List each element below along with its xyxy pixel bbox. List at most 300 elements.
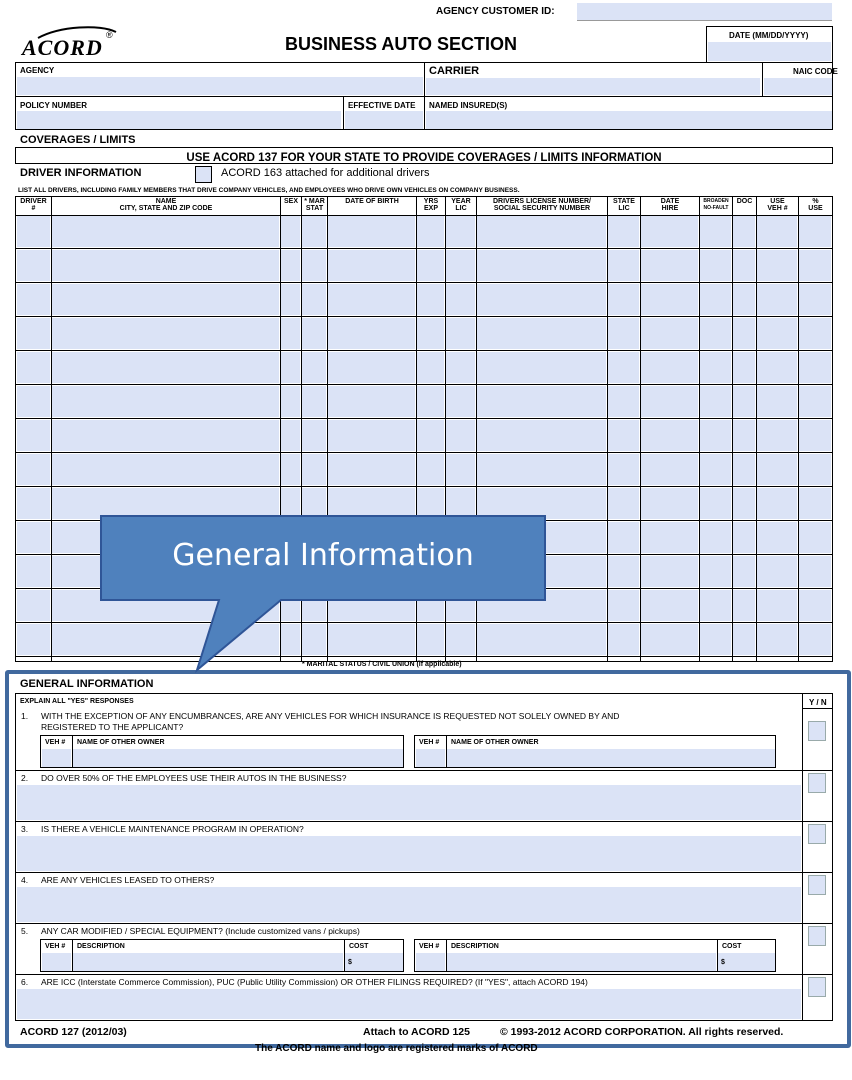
driver-row xyxy=(16,351,832,385)
question-5-text: ANY CAR MODIFIED / SPECIAL EQUIPMENT? (Include customized vans / pickups) xyxy=(41,926,360,936)
driver-col-header-line2: DOC xyxy=(736,198,753,205)
driver-cell[interactable] xyxy=(799,488,831,519)
carrier-field[interactable] xyxy=(426,78,760,95)
q2-divider xyxy=(16,821,832,822)
q1-veh-field-right[interactable] xyxy=(416,749,445,767)
driver-cell[interactable] xyxy=(700,250,731,281)
q5-desc-label-right: DESCRIPTION xyxy=(451,943,499,950)
driver-cell[interactable] xyxy=(700,318,731,349)
driver-col-divider xyxy=(51,215,52,661)
naic-field[interactable] xyxy=(764,78,832,95)
general-info-title: GENERAL INFORMATION xyxy=(20,678,154,690)
driver-cell[interactable] xyxy=(52,250,279,281)
question-5-number: 5. xyxy=(21,926,29,936)
driver-col-header-3 xyxy=(280,197,301,215)
agency-label: AGENCY xyxy=(20,66,55,75)
driver-col-header-line2: SOCIAL SECURITY NUMBER xyxy=(493,205,591,212)
driver-cell[interactable] xyxy=(608,216,639,247)
driver-cell[interactable] xyxy=(52,216,279,247)
driver-col-header-11 xyxy=(699,197,732,215)
driver-cell[interactable] xyxy=(608,522,639,553)
driver-cell[interactable] xyxy=(641,352,698,383)
page-title: BUSINESS AUTO SECTION xyxy=(285,34,518,54)
driver-cell[interactable] xyxy=(700,284,731,315)
q1-yn-field[interactable] xyxy=(808,721,826,741)
q3-divider xyxy=(16,872,832,873)
driver-cell[interactable] xyxy=(608,488,639,519)
driver-cell[interactable] xyxy=(417,216,444,247)
driver-col-header-line1: * MAR xyxy=(304,198,325,205)
driver-cell[interactable] xyxy=(446,250,475,281)
driver-col-header-6 xyxy=(416,197,445,215)
driver-col-header-4 xyxy=(301,197,327,215)
q5-cost-field-left[interactable] xyxy=(345,953,403,971)
driver-cell[interactable] xyxy=(733,454,755,485)
q5-divider xyxy=(16,974,832,975)
driver-col-header-line1: % xyxy=(812,198,819,205)
effective-date-label: EFFECTIVE DATE xyxy=(348,101,416,110)
driver-cell[interactable] xyxy=(477,284,606,315)
driver-col-divider xyxy=(607,215,608,661)
driver-cell[interactable] xyxy=(17,488,50,519)
driver-row xyxy=(16,385,832,419)
policy-number-label: POLICY NUMBER xyxy=(20,101,87,110)
driver-cell[interactable] xyxy=(302,250,326,281)
yn-header-line xyxy=(802,708,832,709)
driver-cell[interactable] xyxy=(799,352,831,383)
driver-cell[interactable] xyxy=(733,216,755,247)
agency-customer-id-field[interactable] xyxy=(577,3,832,21)
driver-attached-checkbox[interactable] xyxy=(195,166,212,183)
driver-cell[interactable] xyxy=(446,386,475,417)
driver-cell[interactable] xyxy=(799,318,831,349)
named-insured-label: NAMED INSURED(S) xyxy=(429,101,508,110)
driver-cell[interactable] xyxy=(733,318,755,349)
question-1-text-line2: REGISTERED TO THE APPLICANT? xyxy=(41,722,184,732)
q3-explain-field[interactable] xyxy=(17,836,801,871)
yn-column-divider xyxy=(802,694,803,1020)
driver-cell[interactable] xyxy=(757,522,797,553)
driver-cell[interactable] xyxy=(328,420,415,451)
acord-logo-text: ACORD xyxy=(22,35,103,60)
driver-row xyxy=(16,317,832,351)
driver-col-header-13 xyxy=(756,197,798,215)
driver-cell[interactable] xyxy=(757,556,797,587)
driver-cell[interactable] xyxy=(417,420,444,451)
callout-bubble xyxy=(95,510,555,680)
question-6-number: 6. xyxy=(21,977,29,987)
driver-col-header-line2: NO-FAULT xyxy=(703,205,729,211)
driver-cell[interactable] xyxy=(700,216,731,247)
driver-cell[interactable] xyxy=(477,420,606,451)
driver-cell[interactable] xyxy=(281,454,300,485)
driver-cell[interactable] xyxy=(641,386,698,417)
driver-cell[interactable] xyxy=(52,352,279,383)
driver-cell[interactable] xyxy=(608,318,639,349)
driver-cell[interactable] xyxy=(328,318,415,349)
driver-col-header-line2: LIC xyxy=(618,205,630,212)
driver-cell[interactable] xyxy=(733,420,755,451)
driver-cell[interactable] xyxy=(17,624,50,655)
driver-cell[interactable] xyxy=(281,216,300,247)
driver-cell[interactable] xyxy=(17,386,50,417)
effective-date-divider xyxy=(343,97,344,129)
driver-col-divider xyxy=(756,215,757,661)
driver-col-header-line2: HIRE xyxy=(661,205,679,212)
driver-cell[interactable] xyxy=(641,488,698,519)
driver-cell[interactable] xyxy=(757,284,797,315)
driver-cell[interactable] xyxy=(417,284,444,315)
q5-dollar-right: $ xyxy=(721,959,725,966)
driver-cell[interactable] xyxy=(757,590,797,621)
q1-veh-label-right: VEH # xyxy=(419,739,440,746)
driver-row xyxy=(16,249,832,283)
q5-desc-field-left[interactable] xyxy=(73,953,343,971)
q5-veh-label-left: VEH # xyxy=(45,943,66,950)
driver-cell[interactable] xyxy=(700,454,731,485)
driver-cell[interactable] xyxy=(281,386,300,417)
driver-col-header-line1: DRIVERS LICENSE NUMBER/ xyxy=(492,198,591,205)
driver-cell[interactable] xyxy=(700,556,731,587)
driver-col-header-line1: NAME xyxy=(155,198,177,205)
driver-cell[interactable] xyxy=(641,454,698,485)
driver-col-header-10 xyxy=(640,197,699,215)
driver-cell[interactable] xyxy=(608,590,639,621)
driver-col-divider xyxy=(640,215,641,661)
driver-cell[interactable] xyxy=(608,624,639,655)
driver-cell[interactable] xyxy=(733,250,755,281)
driver-cell[interactable] xyxy=(799,590,831,621)
coverages-notice: USE ACORD 137 FOR YOUR STATE TO PROVIDE COVERAGES / LIMITS INFORMATION xyxy=(186,152,662,164)
marital-footnote: * MARITAL STATUS / CIVIL UNION (if applicable) xyxy=(302,661,462,668)
q3-yn-field[interactable] xyxy=(808,824,826,844)
q6-yn-field[interactable] xyxy=(808,977,826,997)
driver-cell[interactable] xyxy=(608,250,639,281)
driver-col-divider xyxy=(699,215,700,661)
driver-cell[interactable] xyxy=(700,488,731,519)
driver-col-header-line2: LIC xyxy=(455,205,467,212)
driver-col-divider xyxy=(732,215,733,661)
q1-owner-field-right[interactable] xyxy=(447,749,775,767)
driver-cell[interactable] xyxy=(700,522,731,553)
driver-row xyxy=(16,283,832,317)
driver-cell[interactable] xyxy=(446,318,475,349)
driver-col-header-line2: CITY, STATE AND ZIP CODE xyxy=(119,205,213,212)
driver-cell[interactable] xyxy=(446,352,475,383)
driver-cell[interactable] xyxy=(733,386,755,417)
driver-cell[interactable] xyxy=(477,216,606,247)
driver-cell[interactable] xyxy=(477,352,606,383)
driver-cell[interactable] xyxy=(641,420,698,451)
driver-cell[interactable] xyxy=(641,284,698,315)
carrier-label: CARRIER xyxy=(429,65,480,77)
yn-label: Y / N xyxy=(809,698,827,707)
driver-col-header-line1: DRIVER xyxy=(20,198,47,205)
driver-col-header-2 xyxy=(51,197,280,215)
agency-customer-id-label: AGENCY CUSTOMER ID: xyxy=(436,6,555,17)
driver-col-header-line2: EXP xyxy=(423,205,438,212)
driver-cell[interactable] xyxy=(328,454,415,485)
q2-explain-field[interactable] xyxy=(17,785,801,820)
q5-cost-field-right[interactable] xyxy=(718,953,775,971)
driver-cell[interactable] xyxy=(757,318,797,349)
acord-logo-mark: ® xyxy=(106,30,113,40)
driver-col-header-line2: STAT xyxy=(305,205,324,212)
driver-col-header-12 xyxy=(732,197,756,215)
q5-desc-label-left: DESCRIPTION xyxy=(77,943,125,950)
driver-col-header-line1: YRS xyxy=(423,198,439,205)
q1-veh-label-left: VEH # xyxy=(45,739,66,746)
q5-veh-field-right[interactable] xyxy=(416,953,445,971)
date-field[interactable] xyxy=(708,42,831,61)
driver-cell[interactable] xyxy=(733,556,755,587)
driver-cell[interactable] xyxy=(799,454,831,485)
agency-block xyxy=(15,62,838,130)
driver-row xyxy=(16,453,832,487)
driver-cell[interactable] xyxy=(700,352,731,383)
driver-cell[interactable] xyxy=(302,454,326,485)
driver-cell[interactable] xyxy=(281,284,300,315)
q2-yn-field[interactable] xyxy=(808,773,826,793)
driver-cell[interactable] xyxy=(757,352,797,383)
date-label: DATE (MM/DD/YYYY) xyxy=(729,31,809,40)
driver-cell[interactable] xyxy=(608,454,639,485)
question-1-text: WITH THE EXCEPTION OF ANY ENCUMBRANCES, ARE ANY VEHICLES FOR WHICH INSURANCE IS REQUESTED NOT SOLELY OWNED BY AND xyxy=(41,711,620,721)
q5-cost-label-right: COST xyxy=(722,943,742,950)
driver-cell[interactable] xyxy=(757,454,797,485)
q6-explain-field[interactable] xyxy=(17,989,801,1019)
driver-cell[interactable] xyxy=(328,284,415,315)
question-3-number: 3. xyxy=(21,824,29,834)
driver-cell[interactable] xyxy=(757,250,797,281)
named-insured-divider xyxy=(424,97,425,129)
driver-cell[interactable] xyxy=(608,284,639,315)
trademark-note: The ACORD name and logo are registered marks of ACORD xyxy=(255,1043,538,1054)
q1-owner-table-left xyxy=(40,735,404,768)
driver-cell[interactable] xyxy=(446,420,475,451)
driver-cell[interactable] xyxy=(608,352,639,383)
driver-cell[interactable] xyxy=(733,624,755,655)
driver-cell[interactable] xyxy=(328,386,415,417)
driver-cell[interactable] xyxy=(302,386,326,417)
driver-cell[interactable] xyxy=(17,216,50,247)
driver-cell[interactable] xyxy=(757,420,797,451)
driver-cell[interactable] xyxy=(17,352,50,383)
driver-cell[interactable] xyxy=(799,284,831,315)
driver-cell[interactable] xyxy=(700,420,731,451)
naic-label: NAIC CODE xyxy=(793,67,838,76)
q5-desc-field-right[interactable] xyxy=(447,953,716,971)
driver-cell[interactable] xyxy=(608,556,639,587)
driver-cell[interactable] xyxy=(733,352,755,383)
driver-info-title: DRIVER INFORMATION xyxy=(20,167,142,179)
driver-cell[interactable] xyxy=(799,522,831,553)
driver-cell[interactable] xyxy=(799,624,831,655)
q1-owner-label-left: NAME OF OTHER OWNER xyxy=(77,739,165,746)
naic-divider xyxy=(762,63,763,96)
policy-number-field[interactable] xyxy=(17,111,341,129)
driver-cell[interactable] xyxy=(17,250,50,281)
driver-col-header-5 xyxy=(327,197,416,215)
q1-divider xyxy=(16,770,832,771)
explain-label: EXPLAIN ALL "YES" RESPONSES xyxy=(20,698,134,705)
driver-col-header-line1: DATE xyxy=(660,198,680,205)
q5-dollar-left: $ xyxy=(348,959,352,966)
q5-veh-field-left[interactable] xyxy=(42,953,71,971)
question-2-text: DO OVER 50% OF THE EMPLOYEES USE THEIR AUTOS IN THE BUSINESS? xyxy=(41,773,347,783)
driver-cell[interactable] xyxy=(17,522,50,553)
coverages-title: COVERAGES / LIMITS xyxy=(20,134,136,146)
driver-cell[interactable] xyxy=(733,284,755,315)
driver-col-header-line2: VEH # xyxy=(767,205,788,212)
driver-cell[interactable] xyxy=(328,352,415,383)
driver-cell[interactable] xyxy=(799,250,831,281)
driver-cell[interactable] xyxy=(417,386,444,417)
driver-cell[interactable] xyxy=(700,624,731,655)
q4-explain-field[interactable] xyxy=(17,887,801,922)
driver-cell[interactable] xyxy=(17,284,50,315)
driver-col-header-1 xyxy=(16,197,51,215)
driver-cell[interactable] xyxy=(799,556,831,587)
driver-col-header-line2: SEX xyxy=(283,198,298,205)
driver-cell[interactable] xyxy=(302,216,326,247)
driver-col-header-14 xyxy=(798,197,832,215)
driver-attached-note: ACORD 163 attached for additional drivers xyxy=(221,167,430,179)
driver-cell[interactable] xyxy=(477,250,606,281)
driver-col-header-line2: USE xyxy=(808,205,823,212)
driver-cell[interactable] xyxy=(446,284,475,315)
driver-cell[interactable] xyxy=(302,284,326,315)
driver-cell[interactable] xyxy=(17,318,50,349)
driver-cell[interactable] xyxy=(608,420,639,451)
driver-cell[interactable] xyxy=(757,488,797,519)
driver-cell[interactable] xyxy=(417,352,444,383)
driver-cell[interactable] xyxy=(733,522,755,553)
q5-cost-label-left: COST xyxy=(349,943,369,950)
driver-cell[interactable] xyxy=(733,488,755,519)
driver-instruction: LIST ALL DRIVERS, INCLUDING FAMILY MEMBERS THAT DRIVE COMPANY VEHICLES, AND EMPLOYEES WHO DRIVE OWN VEHICLES ON COMPANY BUSINESS. xyxy=(18,187,520,194)
q5-veh-label-right: VEH # xyxy=(419,943,440,950)
driver-table-header xyxy=(16,197,832,216)
driver-cell[interactable] xyxy=(302,420,326,451)
q1-owner-label-right: NAME OF OTHER OWNER xyxy=(451,739,539,746)
driver-cell[interactable] xyxy=(477,454,606,485)
coverages-notice-box xyxy=(15,147,833,164)
form-id: ACORD 127 (2012/03) xyxy=(20,1026,127,1038)
driver-col-header-9 xyxy=(607,197,640,215)
driver-cell[interactable] xyxy=(733,590,755,621)
driver-cell[interactable] xyxy=(281,250,300,281)
driver-cell[interactable] xyxy=(17,556,50,587)
question-1-number: 1. xyxy=(21,711,29,721)
question-6-text: ARE ICC (Interstate Commerce Commission), PUC (Public Utility Commission) OR OTHER FILINGS REQUIRED? (If "YES", attach ACORD 194) xyxy=(41,977,588,987)
driver-cell[interactable] xyxy=(641,250,698,281)
driver-cell[interactable] xyxy=(417,250,444,281)
driver-cell[interactable] xyxy=(446,216,475,247)
driver-cell[interactable] xyxy=(799,216,831,247)
driver-cell[interactable] xyxy=(799,420,831,451)
driver-cell[interactable] xyxy=(757,386,797,417)
driver-cell[interactable] xyxy=(328,216,415,247)
driver-info-title-box xyxy=(15,166,195,183)
q5-equipment-table-left xyxy=(40,939,404,972)
driver-cell[interactable] xyxy=(641,556,698,587)
driver-cell[interactable] xyxy=(52,284,279,315)
driver-col-divider xyxy=(798,215,799,661)
driver-cell[interactable] xyxy=(641,522,698,553)
driver-cell[interactable] xyxy=(17,420,50,451)
driver-cell[interactable] xyxy=(446,454,475,485)
driver-cell[interactable] xyxy=(799,386,831,417)
question-4-number: 4. xyxy=(21,875,29,885)
driver-cell[interactable] xyxy=(281,318,300,349)
q1-veh-field-left[interactable] xyxy=(42,749,71,767)
driver-cell[interactable] xyxy=(417,318,444,349)
driver-cell[interactable] xyxy=(477,386,606,417)
driver-cell[interactable] xyxy=(17,590,50,621)
copyright: © 1993-2012 ACORD CORPORATION. All rights reserved. xyxy=(500,1026,784,1038)
question-3-text: IS THERE A VEHICLE MAINTENANCE PROGRAM IN OPERATION? xyxy=(41,824,304,834)
driver-col-header-line1: USE xyxy=(770,198,785,205)
q1-owner-field-left[interactable] xyxy=(73,749,403,767)
driver-cell[interactable] xyxy=(281,352,300,383)
carrier-divider xyxy=(424,63,425,96)
driver-row xyxy=(16,419,832,453)
driver-cell[interactable] xyxy=(641,318,698,349)
driver-col-header-line1: BROADEN xyxy=(703,198,729,204)
question-2-number: 2. xyxy=(21,773,29,783)
attach-note: Attach to ACORD 125 xyxy=(363,1026,470,1038)
driver-col-header-line1: YEAR xyxy=(451,198,471,205)
driver-cell[interactable] xyxy=(302,352,326,383)
driver-cell[interactable] xyxy=(641,216,698,247)
general-info-box xyxy=(15,693,833,1021)
q1-owner-table-right xyxy=(414,735,776,768)
driver-cell[interactable] xyxy=(302,318,326,349)
callout-text: General Information xyxy=(172,538,474,573)
driver-col-header-line2: # xyxy=(31,205,36,212)
named-insured-field[interactable] xyxy=(426,111,832,129)
driver-col-header-8 xyxy=(476,197,607,215)
effective-date-field[interactable] xyxy=(345,111,423,129)
q5-equipment-table-right xyxy=(414,939,776,972)
driver-cell[interactable] xyxy=(757,624,797,655)
driver-cell[interactable] xyxy=(281,420,300,451)
driver-cell[interactable] xyxy=(17,454,50,485)
agency-field[interactable] xyxy=(17,77,423,95)
driver-cell[interactable] xyxy=(417,454,444,485)
driver-cell[interactable] xyxy=(52,386,279,417)
driver-cell[interactable] xyxy=(700,590,731,621)
driver-cell[interactable] xyxy=(477,318,606,349)
driver-col-header-line2: DATE OF BIRTH xyxy=(345,198,399,205)
driver-cell[interactable] xyxy=(608,386,639,417)
driver-cell[interactable] xyxy=(52,420,279,451)
q5-yn-field[interactable] xyxy=(808,926,826,946)
driver-cell[interactable] xyxy=(700,386,731,417)
driver-cell[interactable] xyxy=(52,318,279,349)
driver-row xyxy=(16,215,832,249)
q4-yn-field[interactable] xyxy=(808,875,826,895)
driver-col-header-line1: STATE xyxy=(613,198,635,205)
q4-divider xyxy=(16,923,832,924)
driver-cell[interactable] xyxy=(641,590,698,621)
driver-col-header-7 xyxy=(445,197,476,215)
driver-cell[interactable] xyxy=(641,624,698,655)
driver-cell[interactable] xyxy=(328,250,415,281)
driver-cell[interactable] xyxy=(757,216,797,247)
driver-cell[interactable] xyxy=(52,454,279,485)
